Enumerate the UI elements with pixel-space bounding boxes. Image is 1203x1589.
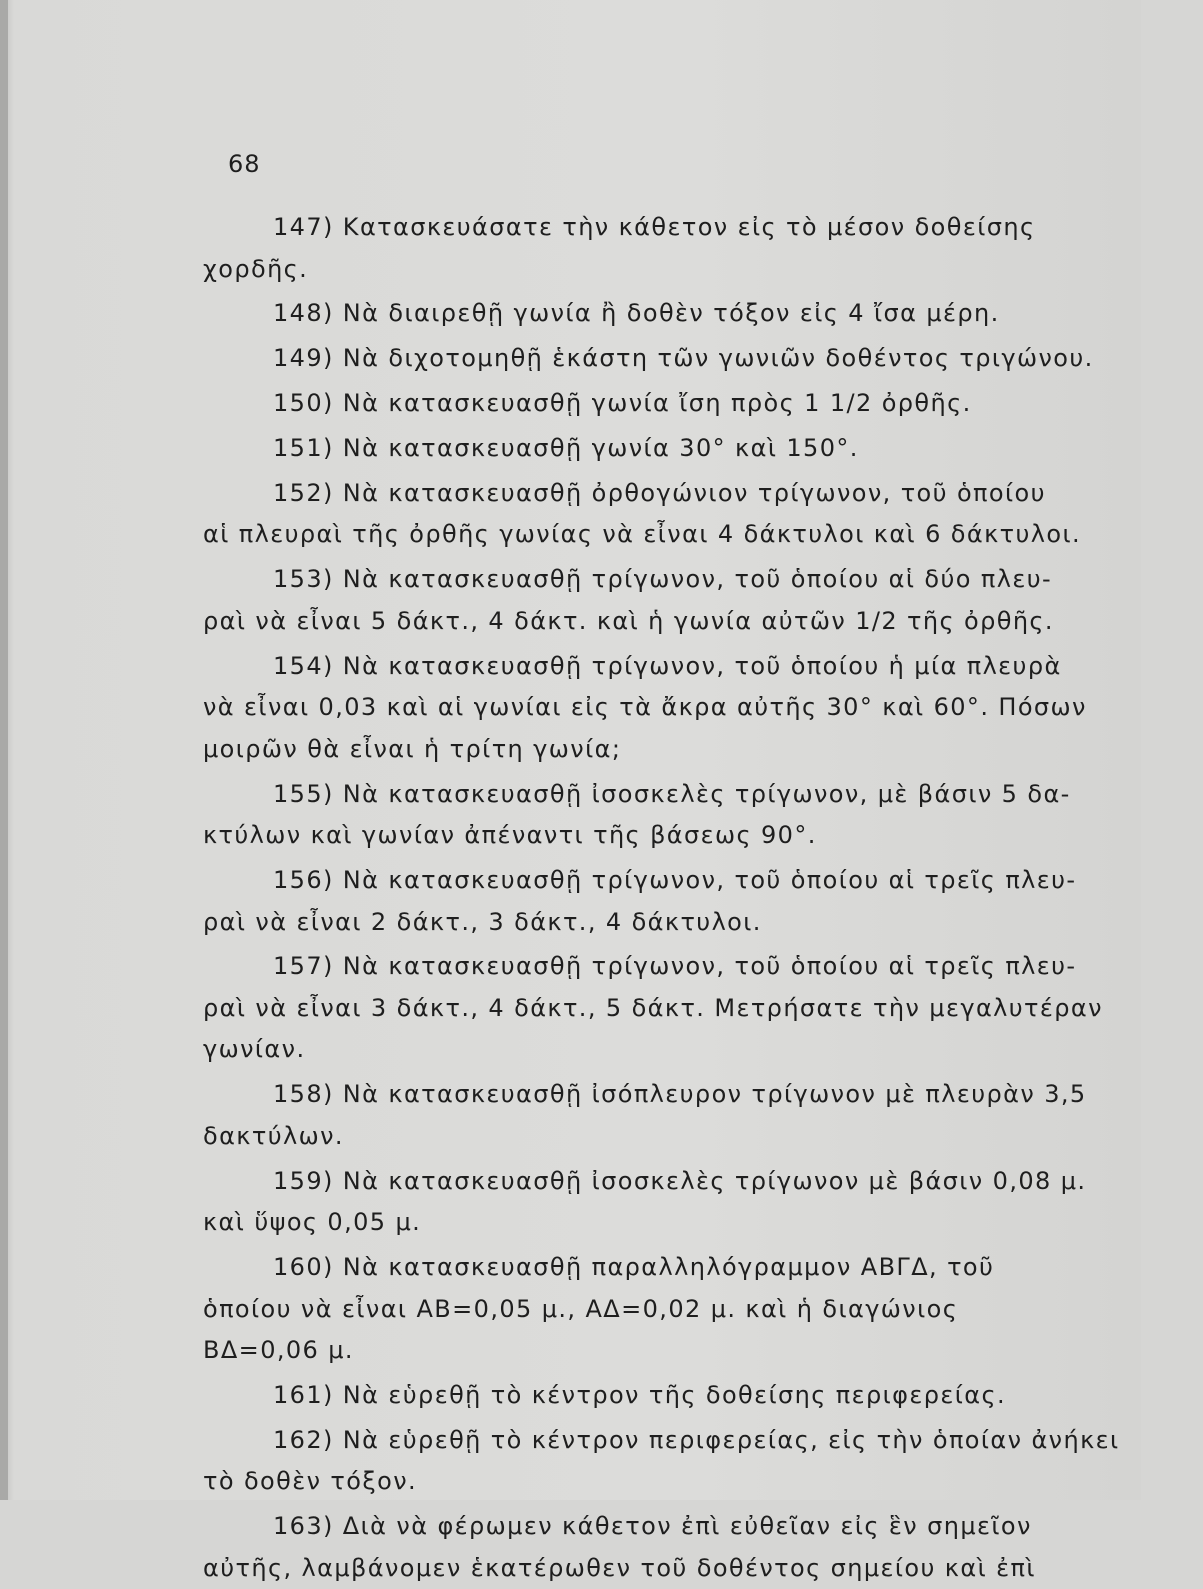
exercise-paragraph <box>203 946 1203 1071</box>
text-line: καὶ ὕψος 0,05 μ. <box>203 1208 422 1237</box>
page-number: 68 <box>228 150 261 178</box>
text-line: 159) Νὰ κατασκευασθῇ ἰσοσκελὲς τρίγωνον μὲ βάσιν 0,08 μ. <box>273 1166 1087 1195</box>
exercise-paragraph <box>203 774 1203 857</box>
text-line: ΒΔ=0,06 μ. <box>203 1336 354 1365</box>
text-line: μοιρῶν θὰ εἶναι ἡ τρίτη γωνία; <box>203 734 622 763</box>
exercise-paragraph <box>203 860 1203 943</box>
text-line: 161) Νὰ εὑρεθῇ τὸ κέντρον τῆς δοθείσης περιφερείας. <box>273 1380 1006 1409</box>
exercise-paragraph <box>203 473 1203 556</box>
text-line: ὁποίου νὰ εἶναι ΑΒ=0,05 μ., ΑΔ=0,02 μ. καὶ ἡ διαγώνιος <box>203 1294 959 1323</box>
exercise-paragraph <box>203 428 1203 470</box>
text-line: 158) Νὰ κατασκευασθῇ ἰσόπλευρον τρίγωνον μὲ πλευρὰν 3,5 <box>273 1080 1087 1109</box>
exercise-paragraph <box>203 1247 1203 1372</box>
text-line: 151) Νὰ κατασκευασθῇ γωνία 30° καὶ 150°. <box>273 434 859 463</box>
text-line: τὸ δοθὲν τόξον. <box>203 1467 418 1496</box>
text-line: 163) Διὰ νὰ φέρωμεν κάθετον ἐπὶ εὐθεῖαν εἰς ἓν σημεῖον <box>273 1512 1032 1541</box>
text-line: 162) Νὰ εὑρεθῇ τὸ κέντρον περιφερείας, εἰς τὴν ὁποίαν ἀνήκει <box>273 1425 1120 1454</box>
text-line: 155) Νὰ κατασκευασθῇ ἰσοσκελὲς τρίγωνον, μὲ βάσιν 5 δα- <box>273 779 1071 808</box>
text-line: γωνίαν. <box>203 1035 306 1064</box>
text-line: 160) Νὰ κατασκευασθῇ παραλληλόγραμμον ΑΒΓΔ, τοῦ <box>273 1253 995 1282</box>
exercise-paragraph <box>203 338 1203 380</box>
exercise-list <box>203 207 1203 1589</box>
exercise-paragraph <box>203 383 1203 425</box>
text-line: δακτύλων. <box>203 1121 344 1150</box>
text-line: χορδῆς. <box>203 254 309 283</box>
text-line: 150) Νὰ κατασκευασθῇ γωνία ἴση πρὸς 1 1/2 ὀρθῆς. <box>273 389 972 418</box>
text-line: 156) Νὰ κατασκευασθῇ τρίγωνον, τοῦ ὁποίου αἱ τρεῖς πλευ- <box>273 866 1077 895</box>
text-line: 157) Νὰ κατασκευασθῇ τρίγωνον, τοῦ ὁποίου αἱ τρεῖς πλευ- <box>273 952 1077 981</box>
text-line: κτύλων καὶ γωνίαν ἀπέναντι τῆς βάσεως 90°. <box>203 821 817 850</box>
exercise-paragraph <box>203 559 1203 642</box>
exercise-paragraph <box>203 293 1203 335</box>
page-binding-edge <box>0 0 8 1500</box>
exercise-paragraph <box>203 207 1203 290</box>
exercise-paragraph <box>203 1161 1203 1244</box>
text-line: ραὶ νὰ εἶναι 2 δάκτ., 3 δάκτ., 4 δάκτυλοι. <box>203 907 762 936</box>
exercise-paragraph <box>203 646 1203 771</box>
text-line: 147) Κατασκευάσατε τὴν κάθετον εἰς τὸ μέσον δοθείσης <box>273 213 1036 241</box>
text-line: 153) Νὰ κατασκευασθῇ τρίγωνον, τοῦ ὁποίου αἱ δύο πλευ- <box>273 565 1053 594</box>
text-line: ραὶ νὰ εἶναι 3 δάκτ., 4 δάκτ., 5 δάκτ. Μετρήσατε τὴν μεγαλυτέραν <box>203 993 1103 1022</box>
exercise-paragraph <box>203 1375 1203 1417</box>
exercise-paragraph <box>203 1074 1203 1157</box>
text-line: 149) Νὰ διχοτομηθῇ ἑκάστη τῶν γωνιῶν δοθέντος τριγώνου. <box>273 344 1094 373</box>
text-line: 148) Νὰ διαιρεθῇ γωνία ἢ δοθὲν τόξον εἰς 4 ἴσα μέρη. <box>273 299 1000 328</box>
text-line: νὰ εἶναι 0,03 καὶ αἱ γωνίαι εἰς τὰ ἄκρα αὐτῆς 30° καὶ 60°. Πόσων <box>203 693 1087 722</box>
text-line: ραὶ νὰ εἶναι 5 δάκτ., 4 δάκτ. καὶ ἡ γωνία αὐτῶν 1/2 τῆς ὀρθῆς. <box>203 606 1054 635</box>
text-line: αὐτῆς, λαμβάνομεν ἑκατέρωθεν τοῦ δοθέντος σημείου καὶ ἐπὶ <box>203 1553 1036 1582</box>
text-line: αἱ πλευραὶ τῆς ὀρθῆς γωνίας νὰ εἶναι 4 δάκτυλοι καὶ 6 δάκτυλοι. <box>203 520 1082 549</box>
exercise-paragraph <box>203 1420 1203 1503</box>
exercise-paragraph <box>203 1506 1203 1589</box>
text-line: 152) Νὰ κατασκευασθῇ ὀρθογώνιον τρίγωνον, τοῦ ὁποίου <box>273 478 1046 507</box>
text-line: 154) Νὰ κατασκευασθῇ τρίγωνον, τοῦ ὁποίου ἡ μία πλευρὰ <box>273 651 1062 680</box>
